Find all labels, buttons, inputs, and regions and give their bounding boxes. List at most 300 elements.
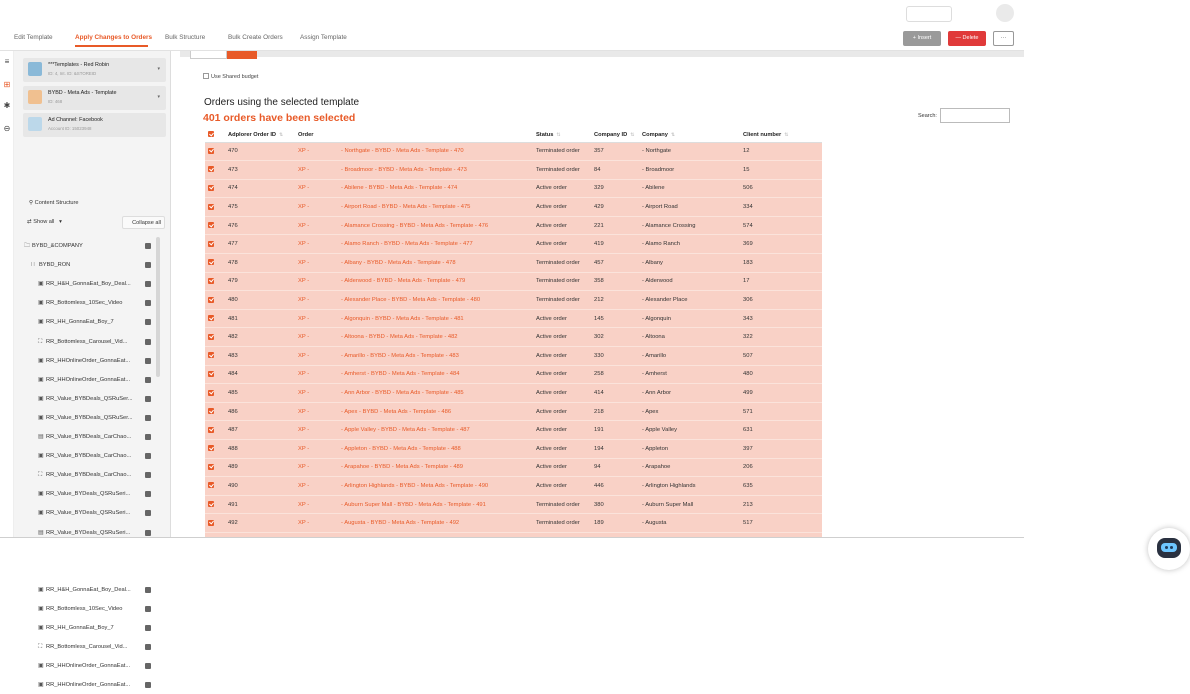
order-prefix-cell: XP - [295,142,338,161]
tree-item-label: RR_Bottomless_10Sec_Video [46,605,123,612]
order-name-cell: - Abilene - BYBD - Meta Ads - Template - 474 [338,179,533,198]
order-prefix-cell: XP - [295,254,338,273]
order-prefix-cell: XP - [295,458,338,477]
row-checkbox[interactable] [205,179,225,198]
table-row[interactable] [205,328,822,347]
status-cell: Terminated order [533,291,591,310]
order-name-cell: - Alexander Place - BYBD - Meta Ads - Template - 480 [338,291,533,310]
row-checkbox[interactable] [205,347,225,366]
video-icon: ▣ [38,395,44,402]
row-checkbox[interactable] [205,254,225,273]
company-cell: - Arapahoe [639,458,740,477]
company-cell: - Amherst [639,365,740,384]
ad-channel-card[interactable] [23,113,166,137]
client-number-cell: 517 [740,514,822,533]
tree-item-checkbox[interactable] [145,606,151,612]
client-number-cell: 206 [740,458,822,477]
tree-item-checkbox[interactable] [145,472,151,478]
checkbox-icon [203,73,209,79]
company-id-cell: 84 [591,161,639,180]
collapse-all-button[interactable]: Collapse all [122,216,165,229]
robot-icon [1157,538,1181,558]
tree-item-label: RR_Value_BYDeals_QSRuSeri... [46,529,131,536]
video-icon: ▣ [38,682,44,689]
col-status[interactable]: Status ⇅ [533,128,591,142]
tree-item-checkbox[interactable] [145,530,151,536]
status-cell: Terminated order [533,254,591,273]
order-name-cell: - Auburn Super Mall - BYBD - Meta Ads - Template - 491 [338,495,533,514]
tree-item-label: RR_HHOnlineOrder_GonnaEat... [46,663,131,670]
order-name-cell: - Ann Arbor - BYBD - Meta Ads - Template - 485 [338,384,533,403]
table-row[interactable] [205,142,822,161]
grid-icon: ∷ [31,262,35,269]
tree-item[interactable] [38,313,114,331]
table-row[interactable] [205,440,822,459]
structure-icon[interactable]: ⊞ [3,80,11,89]
order-id-cell: 482 [225,328,295,347]
company-id-cell: 258 [591,365,639,384]
client-number-cell: 499 [740,384,822,403]
meta-template-card[interactable] [23,86,166,110]
order-prefix-cell: XP - [295,216,338,235]
company-cell: - Albany [639,254,740,273]
table-row[interactable] [205,272,822,291]
table-row[interactable] [205,421,822,440]
order-name-cell: - Amarillo - BYBD - Meta Ads - Template - 483 [338,347,533,366]
tree-item-checkbox[interactable] [145,434,151,440]
insert-button[interactable]: + Insert [903,31,941,46]
chat-bot-button[interactable] [1148,528,1190,570]
order-name-cell: - Arlington Highlands - BYBD - Meta Ads - Template - 490 [338,477,533,496]
company-cell: - Apple Valley [639,421,740,440]
order-name-cell: - Alamo Ranch - BYBD - Meta Ads - Template - 477 [338,235,533,254]
company-id-cell: 330 [591,347,639,366]
status-cell: Terminated order [533,161,591,180]
order-name-cell: - Arapahoe - BYBD - Meta Ads - Template - 489 [338,458,533,477]
order-name-cell: - Apex - BYBD - Meta Ads - Template - 486 [338,402,533,421]
tree-item[interactable] [38,275,131,293]
tree-item[interactable] [38,619,114,637]
order-name-cell: - Broadmoor - BYBD - Meta Ads - Template - 473 [338,161,533,180]
order-name-cell: - Algonquin - BYBD - Meta Ads - Template - 481 [338,309,533,328]
tree-item-checkbox[interactable] [145,663,151,669]
status-cell: Active order [533,402,591,421]
more-options-button[interactable]: ··· [993,31,1014,46]
tree-item[interactable] [38,447,131,465]
order-id-cell: 483 [225,347,295,366]
tree-item[interactable] [38,600,122,618]
client-number-cell: 631 [740,421,822,440]
active-tab-underline [75,45,148,47]
company-id-cell: 457 [591,254,639,273]
company-cell: - Augusta [639,514,740,533]
tree-item-checkbox[interactable] [145,281,151,287]
table-row[interactable] [205,235,822,254]
company-id-cell: 194 [591,440,639,459]
table-row[interactable] [205,254,822,273]
col-order-name[interactable] [338,128,533,142]
col-company[interactable]: Company ⇅ [639,128,740,142]
tree-item[interactable] [38,294,122,312]
status-cell: Active order [533,328,591,347]
row-checkbox[interactable] [205,198,225,217]
table-row[interactable] [205,347,822,366]
order-prefix-cell: XP - [295,272,338,291]
order-id-cell: 484 [225,365,295,384]
main-panel [180,51,1024,576]
tree-item-label: RR_Bottomless_Carousel_Vid... [46,644,128,651]
tree-item-label: RR_Value_BYBDeals_QSRuSer... [46,395,133,402]
tree-item[interactable] [38,371,130,389]
search-input[interactable] [940,108,1010,123]
company-cell: - Abilene [639,179,740,198]
table-row[interactable] [205,384,822,403]
shared-budget-checkbox[interactable]: Use Shared budget [203,73,258,80]
status-cell: Active order [533,347,591,366]
table-row[interactable] [205,458,822,477]
company-id-cell: 191 [591,421,639,440]
search-icon: ⚲ [29,200,34,206]
company-cell: - Alderwood [639,272,740,291]
tree-item[interactable] [38,352,130,370]
tab-assign-template[interactable]: Assign Template [300,34,347,41]
company-id-cell: 446 [591,477,639,496]
order-id-cell: 470 [225,142,295,161]
order-prefix-cell: XP - [295,179,338,198]
sidebar [14,51,171,689]
table-row[interactable] [205,514,822,533]
col-adplorer-order-id[interactable]: Adplorer Order ID ⇅ [225,128,295,142]
tree-item-label: RR_HH_GonnaEat_Boy_7 [46,319,114,326]
card-title: ***Templates - Red Robin [48,62,110,68]
client-number-cell: 507 [740,347,822,366]
order-id-cell: 485 [225,384,295,403]
order-name-cell: - Airport Road - BYBD - Meta Ads - Template - 475 [338,198,533,217]
menu-icon[interactable]: ≡ [4,57,10,66]
table-row[interactable] [205,179,822,198]
tree-item-label: RR_Value_BYDeals_QSRuSeri... [46,510,131,517]
company-id-cell: 189 [591,514,639,533]
tree-item-checkbox[interactable] [145,358,151,364]
tab-edit-template[interactable]: Edit Template [14,34,53,41]
status-cell: Active order [533,365,591,384]
selected-count: 401 orders have been selected [203,112,356,124]
row-checkbox[interactable] [205,328,225,347]
tree-item[interactable] [38,466,131,484]
tree-item-checkbox[interactable] [145,339,151,345]
table-row[interactable] [205,198,822,217]
company-cell: - Algonquin [639,309,740,328]
company-cell: - Altoona [639,328,740,347]
show-all-dropdown[interactable]: ⇄ Show all ▾ [27,219,62,225]
delete-button[interactable]: — Delete [948,31,986,46]
order-id-cell: 481 [225,309,295,328]
row-checkbox[interactable] [205,514,225,533]
order-name-cell: - Altoona - BYBD - Meta Ads - Template - 482 [338,328,533,347]
chevron-down-icon[interactable]: ▾ [157,94,160,100]
tree-item-checkbox[interactable] [145,491,151,497]
order-id-cell: 477 [225,235,295,254]
status-cell: Terminated order [533,495,591,514]
tree-item[interactable] [38,333,127,351]
tree-item-checkbox[interactable] [145,377,151,383]
tree-item[interactable] [38,390,133,408]
order-prefix-cell: XP - [295,402,338,421]
video-icon: ▣ [38,357,44,364]
order-prefix-cell: XP - [295,161,338,180]
icon-rail [0,51,14,576]
tree-item[interactable] [38,485,130,503]
order-name-cell: - Amherst - BYBD - Meta Ads - Template - 484 [338,365,533,384]
row-checkbox[interactable] [205,291,225,310]
tree-item-checkbox[interactable] [145,243,151,249]
tree-item-label: RR_Bottomless_Carousel_Vid... [46,338,128,345]
row-checkbox[interactable] [205,384,225,403]
status-cell: Active order [533,477,591,496]
carousel-icon: ⛶ [38,472,43,479]
status-cell: Active order [533,179,591,198]
row-checkbox[interactable] [205,440,225,459]
order-prefix-cell: XP - [295,309,338,328]
company-id-cell: 414 [591,384,639,403]
video-icon: ▣ [38,491,44,498]
client-number-cell: 213 [740,495,822,514]
table-row[interactable] [205,161,822,180]
status-cell: Terminated order [533,514,591,533]
order-prefix-cell: XP - [295,440,338,459]
row-checkbox[interactable] [205,477,225,496]
company-id-cell: 329 [591,179,639,198]
status-cell: Active order [533,384,591,403]
row-checkbox[interactable] [205,495,225,514]
status-cell: Active order [533,216,591,235]
company-id-cell: 302 [591,328,639,347]
tree-item-checkbox[interactable] [145,587,151,593]
row-checkbox[interactable] [205,216,225,235]
client-number-cell: 480 [740,365,822,384]
video-icon: ▣ [38,319,44,326]
order-id-cell: 475 [225,198,295,217]
order-prefix-cell: XP - [295,384,338,403]
company-id-cell: 145 [591,309,639,328]
card-subtitle: ID: 4, Int. ID: &STOREID [48,71,97,76]
col-client-number[interactable]: Client number ⇅ [740,128,822,142]
tree-item-label: RR_Value_BYBDeals_CarChao... [46,434,132,440]
orders-table [205,128,822,570]
select-all-checkbox[interactable] [205,128,225,142]
folder-icon: 🗀 [24,243,31,249]
client-number-cell: 635 [740,477,822,496]
client-number-cell: 334 [740,198,822,217]
table-row[interactable] [205,365,822,384]
row-checkbox[interactable] [205,421,225,440]
company-cell: - Airport Road [639,198,740,217]
video-icon: ▣ [38,453,44,460]
bottom-area [0,538,1024,576]
filter-icon: ⇄ [27,219,32,225]
company-id-cell: 358 [591,272,639,291]
tab-bulk-structure[interactable]: Bulk Structure [165,34,206,41]
carousel-icon: ⛶ [38,338,43,345]
panel-tab-active[interactable] [227,51,257,59]
client-number-cell: 306 [740,291,822,310]
company-cell: - Alexander Place [639,291,740,310]
order-id-cell: 492 [225,514,295,533]
template-avatar-icon [28,90,42,104]
tree-item-label: RR_Value_BYBDeals_CarChao... [46,453,132,460]
table-row[interactable] [205,309,822,328]
video-icon: ▣ [38,281,44,288]
tree-item[interactable] [38,428,131,446]
client-number-cell: 506 [740,179,822,198]
tree-item-label: RR_HHOnlineOrder_GonnaEat... [46,376,131,383]
tree-item-label: RR_Bottomless_10Sec_Video [46,300,123,307]
image-icon: ▤ [38,529,44,536]
chevron-down-icon[interactable]: ▾ [157,66,160,72]
tree-item[interactable] [38,504,130,522]
company-id-cell: 94 [591,458,639,477]
row-checkbox[interactable] [205,365,225,384]
order-prefix-cell: XP - [295,365,338,384]
order-id-cell: 473 [225,161,295,180]
tree-item[interactable] [31,256,70,274]
client-number-cell: 369 [740,235,822,254]
status-cell: Active order [533,440,591,459]
order-name-cell: - Northgate - BYBD - Meta Ads - Template - 470 [338,142,533,161]
order-id-cell: 489 [225,458,295,477]
order-name-cell: - Alamance Crossing - BYBD - Meta Ads - Template - 476 [338,216,533,235]
row-checkbox[interactable] [205,309,225,328]
table-header-row [205,128,822,142]
card-subtitle: Account ID: 15023948 [48,126,92,131]
company-cell: - Appleton [639,440,740,459]
video-icon: ▣ [38,376,44,383]
order-prefix-cell: XP - [295,235,338,254]
table-row[interactable] [205,495,822,514]
tree-item-label: BYBD_RON [39,262,71,269]
order-id-cell: 486 [225,402,295,421]
order-name-cell: - Albany - BYBD - Meta Ads - Template - 478 [338,254,533,273]
row-checkbox[interactable] [205,161,225,180]
user-avatar[interactable] [996,4,1014,22]
tree-item-checkbox[interactable] [145,682,151,688]
chevron-down-icon: ▾ [55,219,62,225]
tree-item-label: RR_Value_BYBDeals_QSRuSer... [46,414,133,421]
row-checkbox[interactable] [205,235,225,254]
row-checkbox[interactable] [205,272,225,291]
company-cell: - Apex [639,402,740,421]
col-company-id[interactable]: Company ID ⇅ [591,128,639,142]
company-id-cell: 212 [591,291,639,310]
company-id-cell: 429 [591,198,639,217]
card-subtitle: ID: 468 [48,99,63,104]
tree-item-checkbox[interactable] [145,300,151,306]
row-checkbox[interactable] [205,402,225,421]
tree-item-checkbox[interactable] [145,644,151,650]
content-structure-label: Content Structure [34,200,79,206]
content-structure-search[interactable] [29,200,79,206]
tab-bulk-create-orders[interactable]: Bulk Create Orders [228,34,283,41]
order-id-cell: 478 [225,254,295,273]
panel-tab[interactable] [190,51,227,59]
order-id-cell: 474 [225,179,295,198]
company-cell: - Auburn Super Mall [639,495,740,514]
tree-item-label: RR_HH_GonnaEat_Boy_7 [46,625,114,631]
status-cell: Active order [533,421,591,440]
order-prefix-cell: XP - [295,291,338,310]
tree-item[interactable] [24,237,83,255]
order-id-cell: 487 [225,421,295,440]
tree-item-checkbox[interactable] [145,453,151,459]
card-title: BYBD - Meta Ads - Template [48,90,117,96]
table-row[interactable] [205,216,822,235]
tree-item-checkbox[interactable] [145,625,151,631]
template-card[interactable] [23,58,166,82]
tree-item-label: RR_HHOnlineOrder_GonnaEat... [46,357,131,364]
status-cell: Active order [533,235,591,254]
company-id-cell: 218 [591,402,639,421]
order-prefix-cell: XP - [295,477,338,496]
tree-item-checkbox[interactable] [145,262,151,268]
card-title: Ad Channel: Facebook [48,117,103,123]
order-id-cell: 480 [225,291,295,310]
company-id-cell: 221 [591,216,639,235]
tree-item[interactable] [38,657,130,675]
table-row[interactable] [205,402,822,421]
gear-icon[interactable]: ✱ [3,101,11,110]
order-id-cell: 491 [225,495,295,514]
company-id-cell: 357 [591,142,639,161]
tree-item-label: RR_H&H_GonnaEat_Boy_Deal... [46,586,131,593]
order-id-cell: 476 [225,216,295,235]
lock-icon[interactable]: ⊖ [3,124,11,133]
tree-item-checkbox[interactable] [145,510,151,516]
row-checkbox[interactable] [205,142,225,161]
tab-apply-changes[interactable]: Apply Changes to Orders [75,34,153,41]
company-cell: - Amarillo [639,347,740,366]
order-name-cell: - Alderwood - BYBD - Meta Ads - Template - 479 [338,272,533,291]
table-row[interactable] [205,477,822,496]
order-prefix-cell: XP - [295,514,338,533]
client-number-cell: 322 [740,328,822,347]
order-name-cell: - Augusta - BYBD - Meta Ads - Template - 492 [338,514,533,533]
company-id-cell: 380 [591,495,639,514]
tree-item-checkbox[interactable] [145,319,151,325]
tree-item[interactable] [38,638,127,656]
table-row[interactable] [205,291,822,310]
order-prefix-cell: XP - [295,347,338,366]
tree-item[interactable] [38,581,131,599]
order-prefix-cell: XP - [295,421,338,440]
video-icon: ▣ [38,414,44,421]
col-order[interactable]: Order [295,128,338,142]
client-number-cell: 397 [740,440,822,459]
tree-item[interactable] [38,676,130,694]
top-control-box[interactable] [906,6,952,22]
row-checkbox[interactable] [205,458,225,477]
company-cell: - Alamo Ranch [639,235,740,254]
video-icon: ▣ [38,663,44,670]
tree-item[interactable] [38,409,133,427]
sidebar-scrollbar[interactable] [156,237,160,377]
client-number-cell: 15 [740,161,822,180]
tree-item-checkbox[interactable] [145,396,151,402]
company-id-cell: 419 [591,235,639,254]
tree-item-label: RR_Value_BYDeals_QSRuSeri... [46,491,131,498]
tree-item-label: RR_Value_BYBDeals_CarChao... [46,472,132,479]
status-cell: Active order [533,458,591,477]
tree-item-checkbox[interactable] [145,415,151,421]
